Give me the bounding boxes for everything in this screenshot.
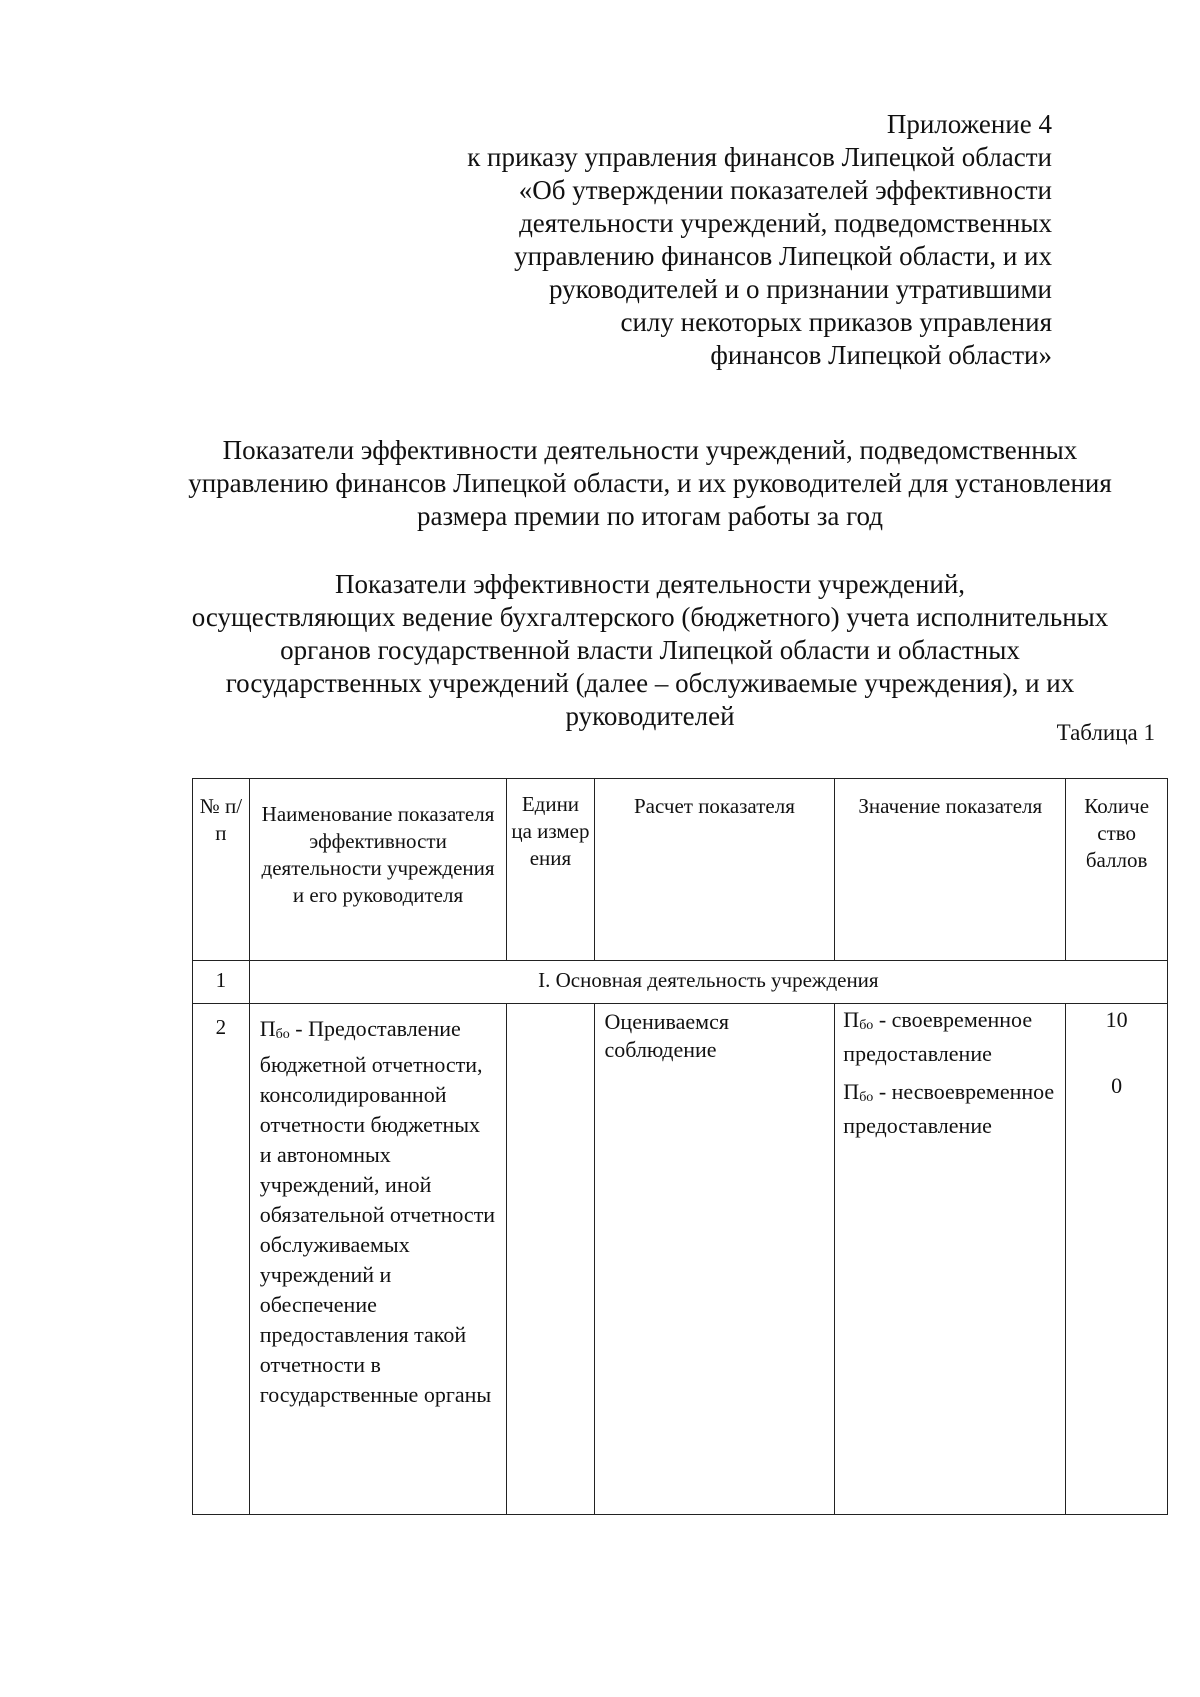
appendix-line: руководителей и о признании утратившими (548, 274, 1052, 304)
table-row (193, 961, 1168, 1004)
subtitle-line: органов государственной власти Липецкой области и областных (280, 635, 1020, 665)
value-text: - своевременное предоставление (843, 1007, 1033, 1066)
title-line: размера премии по итогам работы за год (416, 501, 884, 531)
indicator-name-text: - Предоставление бюджетной отчетности, консолидированной отчетности бюджетных и автономных учреждений, иной обязательной отчетности обслуживаемых учреждений и обеспечение предоставления такой отчетности в государственные органы (259, 1016, 496, 1407)
cell-points (1066, 1004, 1168, 1515)
subtitle-line: осуществляющих ведение бухгалтерского (бюджетного) учета исполнительных (191, 602, 1109, 632)
value-option-timely (843, 1006, 1057, 1068)
indicator-symbol: П (259, 1016, 276, 1041)
header-name: Наименование показателя эффективности деятельности учреждения и его руководителя (249, 779, 507, 961)
cell-value (835, 1004, 1066, 1515)
indicators-table (192, 778, 1168, 1515)
title-line: управлению финансов Липецкой области, и их руководителей для установления (188, 468, 1112, 498)
table-label: Таблица 1 (1056, 720, 1155, 745)
appendix-line: к приказу управления финансов Липецкой области (467, 142, 1052, 172)
subtitle-line: государственных учреждений (далее – обслуживаемые учреждения), и их (225, 668, 1075, 698)
points-late: 0 (1111, 1073, 1123, 1098)
value-subscript: бо (859, 1018, 874, 1033)
cell-indicator-name (249, 1004, 507, 1515)
cell-num: 2 (193, 1004, 250, 1515)
cell-unit (507, 1004, 594, 1515)
header-points: Количе ство баллов (1066, 779, 1168, 961)
header-num: № п/п (193, 779, 250, 961)
section-heading-cell: I. Основная деятельность учреждения (249, 961, 1167, 1004)
table-header-row (193, 779, 1168, 961)
value-symbol: П (843, 1079, 860, 1104)
cell-num: 1 (193, 961, 250, 1004)
document-title (150, 434, 1150, 533)
section-title (150, 568, 1150, 733)
appendix-line: финансов Липецкой области» (710, 340, 1052, 370)
value-option-late (843, 1078, 1057, 1140)
cell-calc: Оцениваемся соблюдение (594, 1004, 835, 1515)
value-subscript: бо (859, 1090, 874, 1105)
subtitle-line: Показатели эффективности деятельности учреждений, (334, 569, 966, 599)
header-unit: Едини ца измер ения (507, 779, 594, 961)
value-text: - несвоевременное предоставление (843, 1079, 1055, 1138)
header-calc: Расчет показателя (594, 779, 835, 961)
indicator-subscript: бо (275, 1027, 290, 1042)
appendix-line: управлению финансов Липецкой области, и их (514, 241, 1052, 271)
appendix-line: деятельности учреждений, подведомственных (519, 208, 1052, 238)
appendix-line: «Об утверждении показателей эффективности (518, 175, 1052, 205)
title-line: Показатели эффективности деятельности учреждений, подведомственных (222, 435, 1078, 465)
value-symbol: П (843, 1007, 860, 1032)
header-value: Значение показателя (835, 779, 1066, 961)
appendix-line: Приложение 4 (886, 109, 1052, 139)
table-row (193, 1004, 1168, 1515)
points-timely: 10 (1105, 1007, 1128, 1032)
subtitle-line: руководителей (565, 701, 735, 731)
appendix-line: силу некоторых приказов управления (620, 307, 1052, 337)
appendix-note (332, 108, 1052, 372)
